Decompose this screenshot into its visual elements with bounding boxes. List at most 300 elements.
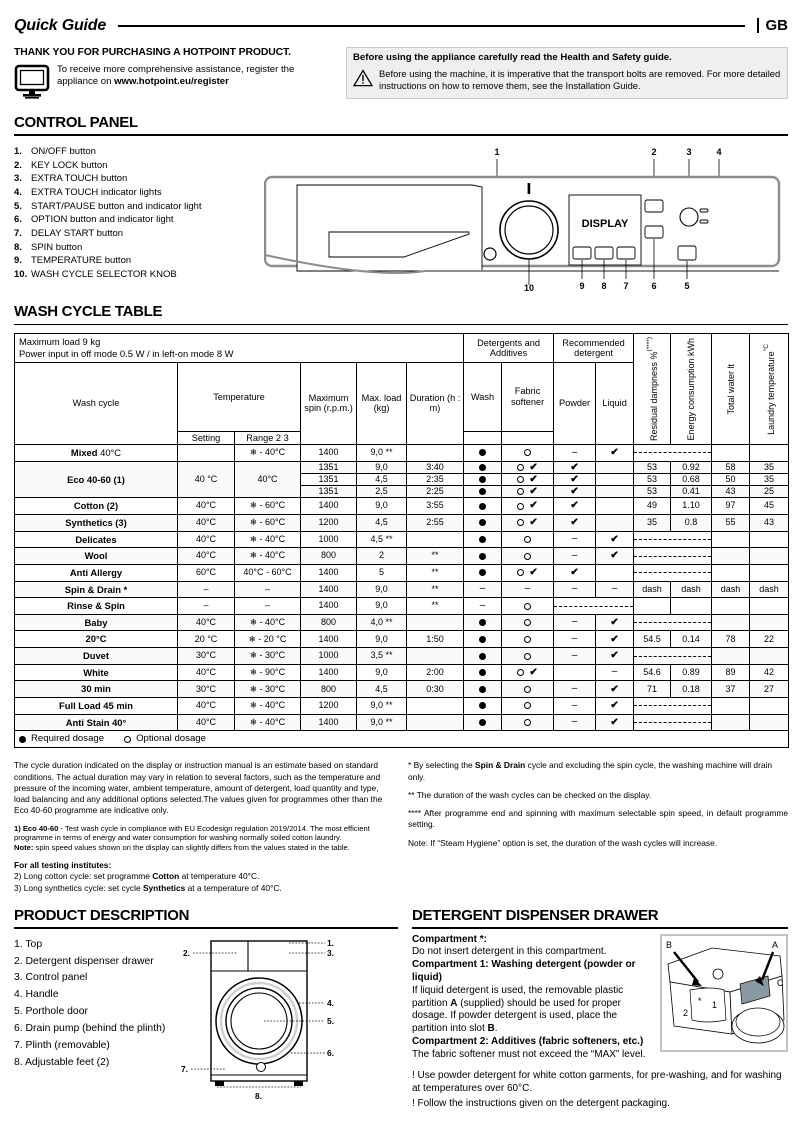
cycle-max-spin: 800 [301, 548, 357, 565]
cycle-max-spin: 800 [301, 614, 357, 631]
optional-ring [524, 619, 531, 626]
control-panel-item-number: 2. [14, 159, 22, 171]
cycle-energy: 0.89 [671, 664, 712, 681]
cycle-residual-dampness: dash [634, 581, 671, 598]
cycle-powder [554, 548, 596, 565]
cycle-laundry-temp: 45 [750, 498, 789, 515]
control-panel-item-number: 10. [14, 268, 28, 280]
cycle-max-load: 9,0 [357, 631, 407, 648]
dashed-line [634, 556, 711, 557]
cycle-setting: – [178, 581, 235, 598]
cycle-name: Eco 40-60 (1) [15, 461, 178, 497]
cycle-max-spin: 1400 [301, 598, 357, 615]
table-row [15, 498, 789, 515]
control-panel-item-number: 5. [14, 200, 22, 212]
cycle-name: Rinse & Spin [15, 598, 178, 615]
required-dot [479, 519, 486, 526]
cycle-name: Anti Allergy [15, 564, 178, 581]
control-panel-item-label: SPIN button [31, 241, 83, 253]
cycle-max-load: 3,5 ** [357, 648, 407, 665]
cycle-residual-dampness: 54.5 [634, 631, 671, 648]
cycle-max-load: 4,5 ** [357, 531, 407, 548]
wash-sub-header [464, 431, 502, 444]
note-duration: The cycle duration indicated on the display or instruction manual is an estimate based on standard conditions. The actual duration may vary in relation to several factors, such as the temperature and pressure of the incoming water, ambient temperature, amount of detergent, load quantity and type, load balancing and any additional options selected.The values given for programmes other than the Eco 40-60 programme are indicative only. [14, 760, 383, 816]
dashed-line [554, 606, 633, 607]
svg-text:3: 3 [686, 146, 692, 157]
cycle-softener-dosage [502, 514, 554, 531]
required-dot [479, 686, 486, 693]
optional-ring [524, 702, 531, 709]
notes-right [408, 760, 788, 901]
cycle-name: Cotton (2) [15, 498, 178, 515]
note-spin-drain: * By selecting the Spin & Drain cycle and excluding the spin cycle, the washing machine will drain only. [408, 760, 773, 782]
cycle-max-spin: 1400 [301, 564, 357, 581]
cycle-max-load: 9,0 [357, 598, 407, 615]
warning-title: Before using the appliance carefully read the Health and Safety guide. [353, 51, 672, 63]
table-row [15, 664, 789, 681]
dash-mark: – [571, 683, 578, 695]
svg-text:7.: 7. [181, 1063, 189, 1074]
cycle-residual-energy [634, 548, 712, 565]
cycle-max-load: 9,0 [357, 664, 407, 681]
control-panel-item [14, 186, 264, 200]
cycle-wash-dosage [464, 498, 502, 515]
cycle-max-load: 4,5 [357, 473, 407, 485]
cycle-residual-energy [634, 614, 712, 631]
dash-mark: – [571, 616, 578, 628]
detergent-note-1: ! Use powder detergent for white cotton garments, for pre-washing, and for washing at temperatures over 60°C. [411, 1069, 782, 1094]
dashed-line [634, 722, 711, 723]
cycle-range: ❄ - 60°C [235, 498, 301, 515]
cycle-duration: 2:25 [407, 486, 464, 498]
cycle-wash-dosage [464, 681, 502, 698]
cycle-max-spin: 1200 [301, 514, 357, 531]
control-panel-item-number: 1. [14, 145, 22, 157]
header-rule [118, 25, 744, 28]
cycle-setting: 60°C [178, 564, 235, 581]
cycle-liquid [596, 681, 634, 698]
cycle-laundry-temp [750, 548, 789, 565]
control-panel-figure [264, 143, 788, 293]
check-icon: ✔ [570, 567, 579, 579]
page-header [14, 14, 788, 36]
cycle-liquid [596, 473, 634, 485]
notes-row [14, 760, 788, 901]
required-dot [479, 553, 486, 560]
cycle-recommended-detergent [554, 598, 634, 615]
cycle-duration: 3:40 [407, 461, 464, 473]
cycle-liquid [596, 714, 634, 731]
check-icon: ✔ [610, 717, 619, 729]
svg-text:6: 6 [651, 280, 657, 291]
cycle-duration: 0:30 [407, 681, 464, 698]
thank-you-text [57, 63, 336, 100]
control-panel-item-number: 6. [14, 214, 22, 226]
optional-dosage-icon [124, 736, 131, 743]
cycle-max-load: 9,0 [357, 461, 407, 473]
dash-mark: – [524, 583, 531, 595]
cycle-max-load: 9,0 ** [357, 698, 407, 715]
wash-table-heading: WASH CYCLE TABLE [14, 302, 163, 320]
check-icon: ✔ [529, 461, 538, 473]
cycle-powder [554, 648, 596, 665]
cycle-setting: 40°C [178, 614, 235, 631]
cycle-liquid [596, 581, 634, 598]
control-panel-item-number: 8. [14, 241, 22, 253]
check-icon: ✔ [610, 550, 619, 562]
max-load-header: Max. load (kg) [357, 362, 407, 445]
cycle-setting: 40 °C [178, 461, 235, 497]
cycle-water [712, 531, 750, 548]
wash-cycle-header: Wash cycle [15, 362, 178, 445]
register-text: To receive more comprehensive assistance, register the appliance on [57, 63, 295, 88]
required-dot [479, 476, 486, 483]
cycle-max-load: 9,0 ** [357, 445, 407, 462]
detergent-drawer-rule [412, 927, 788, 928]
cycle-energy: 1.10 [671, 498, 712, 515]
cycle-max-load: 9,0 [357, 498, 407, 515]
cycle-softener-dosage [502, 564, 554, 581]
dash-mark: – [571, 533, 578, 545]
cycle-duration [407, 714, 464, 731]
cycle-duration: ** [407, 564, 464, 581]
detergent-drawer-heading: DETERGENT DISPENSER DRAWER [411, 906, 659, 924]
safety-warning-box [346, 47, 788, 99]
cycle-water [712, 698, 750, 715]
cycle-laundry-temp: 35 [750, 473, 789, 485]
cycle-max-spin: 1351 [301, 486, 357, 498]
control-panel-item-label: ON/OFF button [31, 145, 96, 157]
cycle-laundry-temp: 25 [750, 486, 789, 498]
cycle-water [712, 564, 750, 581]
control-panel-item-label: DELAY START button [31, 227, 124, 239]
dash-mark: – [571, 549, 578, 561]
note-duration-display: ** The duration of the wash cycles can be checked on the display. [408, 789, 652, 800]
cycle-laundry-temp [750, 614, 789, 631]
cycle-softener-dosage [502, 614, 554, 631]
control-panel-item-number: 7. [14, 227, 22, 239]
dash-mark: – [479, 583, 486, 595]
optional-ring [524, 686, 531, 693]
cycle-wash-dosage [464, 548, 502, 565]
optional-ring [524, 636, 531, 643]
cycle-residual-dampness: 53 [634, 461, 671, 473]
cycle-name: Delicates [15, 531, 178, 548]
cycle-range: ❄ - 40°C [235, 714, 301, 731]
svg-text:10: 10 [523, 282, 535, 293]
cycle-softener-dosage [502, 548, 554, 565]
page-title: Quick Guide [14, 17, 107, 34]
cycle-liquid [596, 548, 634, 565]
cycle-residual-energy [634, 698, 712, 715]
cycle-setting: 40°C [178, 498, 235, 515]
cycle-powder [554, 531, 596, 548]
control-panel-item [14, 241, 264, 255]
cycle-wash-dosage [464, 631, 502, 648]
compartment-2-text: The fabric softener must not exceed the “MAX” level. [411, 1048, 646, 1060]
dash-mark: – [571, 716, 578, 728]
cycle-softener-dosage [502, 631, 554, 648]
cycle-max-load: 4,5 [357, 514, 407, 531]
control-panel-item [14, 172, 264, 186]
svg-text:1: 1 [712, 999, 718, 1010]
svg-text:8: 8 [601, 280, 607, 291]
cycle-powder [554, 714, 596, 731]
cycle-duration [407, 445, 464, 462]
water-header: Total water lt [712, 334, 750, 445]
cycle-softener-dosage [502, 473, 554, 485]
svg-text:4.: 4. [327, 997, 335, 1008]
cycle-water [712, 445, 750, 462]
register-url: www.hotpoint.eu/register [114, 76, 229, 88]
cycle-laundry-temp [750, 698, 789, 715]
table-row [15, 514, 789, 531]
dashed-line [634, 705, 711, 706]
cycle-range: ❄ - 20 °C [235, 631, 301, 648]
cycle-duration: ** [407, 598, 464, 615]
cycle-range: ❄ - 40°C [235, 548, 301, 565]
cycle-water: 37 [712, 681, 750, 698]
cycle-duration: 3:55 [407, 498, 464, 515]
cycle-powder [554, 681, 596, 698]
cycle-softener-dosage [502, 486, 554, 498]
cycle-max-spin: 800 [301, 681, 357, 698]
cycle-max-spin: 1400 [301, 664, 357, 681]
cycle-max-spin: 1351 [301, 461, 357, 473]
product-description-heading: PRODUCT DESCRIPTION [14, 906, 190, 924]
cycle-max-load: 5 [357, 564, 407, 581]
cycle-laundry-temp [750, 598, 789, 615]
table-row [15, 445, 789, 462]
required-dot [479, 619, 486, 626]
cycle-energy: 0.92 [671, 461, 712, 473]
table-row [15, 598, 789, 615]
thank-you-title: THANK YOU FOR PURCHASING A HOTPOINT PRODUCT. [14, 46, 291, 58]
cycle-range: – [235, 598, 301, 615]
cycle-max-spin: 1000 [301, 531, 357, 548]
cycle-water: 78 [712, 631, 750, 648]
product-description-section [14, 907, 398, 1112]
table-row [15, 681, 789, 698]
setting-header: Setting [178, 431, 235, 444]
cycle-liquid [596, 498, 634, 515]
cycle-residual-energy [634, 531, 712, 548]
control-panel-item-number: 9. [14, 255, 22, 267]
cycle-energy: 0.68 [671, 473, 712, 485]
cycle-setting [178, 445, 235, 462]
control-panel-item-number: 3. [14, 173, 22, 185]
cycle-laundry-temp: 22 [750, 631, 789, 648]
cycle-name: 20°C [15, 631, 178, 648]
cycle-max-load: 9,0 ** [357, 714, 407, 731]
product-description-item: 6. Drain pump (behind the plinth) [14, 1022, 166, 1034]
thank-you-block [14, 47, 336, 100]
control-panel-item-label: TEMPERATURE button [31, 255, 132, 267]
cycle-wash-dosage [464, 581, 502, 598]
cycle-name: 30 min [15, 681, 178, 698]
table-row [15, 614, 789, 631]
cycle-setting: 40°C [178, 514, 235, 531]
check-icon: ✔ [570, 517, 579, 529]
product-description-item: 1. Top [14, 938, 43, 950]
cycle-duration [407, 614, 464, 631]
cycle-water: 50 [712, 473, 750, 485]
optional-ring [517, 519, 524, 526]
cycle-water: 55 [712, 514, 750, 531]
cycle-softener-dosage [502, 681, 554, 698]
detergent-note-2: ! Follow the instructions given on the detergent packaging. [411, 1097, 670, 1109]
detergent-drawer-section [412, 907, 788, 1112]
check-icon: ✔ [570, 486, 579, 498]
control-panel-legend-list [14, 143, 264, 293]
required-dot [479, 636, 486, 643]
cycle-wash-dosage [464, 664, 502, 681]
optional-ring [524, 603, 531, 610]
cycle-powder [554, 614, 596, 631]
cycle-energy: 0.41 [671, 486, 712, 498]
cycle-residual-dampness: 35 [634, 514, 671, 531]
cycle-wash-dosage [464, 514, 502, 531]
check-icon: ✔ [570, 473, 579, 485]
cycle-water: 97 [712, 498, 750, 515]
cycle-water [712, 614, 750, 631]
cycle-water: 89 [712, 664, 750, 681]
cycle-energy: 0.8 [671, 514, 712, 531]
cycle-softener-dosage [502, 581, 554, 598]
cycle-liquid [596, 664, 634, 681]
cycle-max-spin: 1400 [301, 498, 357, 515]
max-spin-header: Maximum spin (r.p.m.) [301, 362, 357, 445]
cycle-range: ❄ - 40°C [235, 445, 301, 462]
cycle-water [712, 714, 750, 731]
cycle-name: Full Load 45 min [15, 698, 178, 715]
control-panel-item-number: 4. [14, 186, 22, 198]
cycle-softener-dosage [502, 664, 554, 681]
check-icon: ✔ [610, 700, 619, 712]
detergent-drawer-notes [412, 1069, 788, 1110]
cycle-wash-dosage [464, 714, 502, 731]
dashed-line [634, 572, 711, 573]
cycle-max-spin: 1351 [301, 473, 357, 485]
cycle-residual-energy [634, 445, 712, 462]
cycle-energy: 0.14 [671, 631, 712, 648]
cycle-powder [554, 498, 596, 515]
duration-header: Duration (h : m) [407, 362, 464, 445]
warning-triangle-icon [353, 69, 373, 87]
compartment-star-text: Do not insert detergent in this compartment. [411, 946, 607, 958]
cycle-liquid [596, 631, 634, 648]
cycle-softener-dosage [502, 698, 554, 715]
cycle-range: 40°C [235, 461, 301, 497]
wash-header: Wash [464, 362, 502, 431]
check-icon: ✔ [610, 650, 619, 662]
cycle-powder [554, 631, 596, 648]
svg-text:DISPLAY: DISPLAY [581, 217, 629, 230]
powder-header: Powder [554, 362, 596, 445]
cycle-duration: 2:00 [407, 664, 464, 681]
cycle-residual-energy [634, 714, 712, 731]
cycle-softener-dosage [502, 598, 554, 615]
cycle-powder [554, 564, 596, 581]
cycle-duration [407, 531, 464, 548]
required-dot [479, 449, 486, 456]
cycle-residual-dampness: 53 [634, 473, 671, 485]
dash-mark: – [571, 583, 578, 595]
product-description-item: 4. Handle [14, 989, 59, 1001]
bottom-row [14, 907, 788, 1112]
cycle-range: ❄ - 40°C [235, 531, 301, 548]
product-description-item: 5. Porthole door [14, 1006, 88, 1018]
language-code: GB [757, 18, 789, 33]
cycle-name: Mixed 40°C [15, 445, 178, 462]
required-dot [479, 569, 486, 576]
control-panel-item-label: OPTION button and indicator light [31, 214, 174, 226]
wash-cycle-table [14, 333, 789, 748]
cycle-name: Spin & Drain * [15, 581, 178, 598]
cycle-wash-dosage [464, 564, 502, 581]
note-steam-hygiene: Note: If “Steam Hygiene” option is set, the duration of the wash cycles will increase. [408, 837, 718, 848]
product-description-item: 7. Plinth (removable) [14, 1039, 110, 1051]
cycle-wash-dosage [464, 698, 502, 715]
required-dosage-icon [19, 736, 26, 743]
check-icon: ✔ [529, 500, 538, 512]
optional-dosage-label: Optional dosage [136, 733, 206, 745]
dashed-line [634, 656, 711, 657]
control-panel-item-label: EXTRA TOUCH indicator lights [31, 186, 162, 198]
cycle-duration: 2:55 [407, 514, 464, 531]
cycle-laundry-temp: 42 [750, 664, 789, 681]
intro-row [14, 47, 788, 100]
check-icon: ✔ [529, 473, 538, 485]
cycle-duration [407, 698, 464, 715]
cycle-residual-energy [634, 564, 712, 581]
control-panel-item [14, 200, 264, 214]
cycle-setting: 40°C [178, 664, 235, 681]
cycle-residual-dampness [634, 598, 671, 615]
dash-mark: – [611, 666, 618, 678]
required-dot [479, 488, 486, 495]
cycle-powder [554, 473, 596, 485]
cycle-max-load: 9,0 [357, 581, 407, 598]
optional-ring [524, 653, 531, 660]
optional-ring [517, 476, 524, 483]
cycle-liquid [596, 461, 634, 473]
liquid-header: Liquid [596, 362, 634, 445]
max-load-line: Maximum load 9 kg [19, 336, 101, 348]
control-panel-heading: CONTROL PANEL [14, 113, 138, 131]
cycle-setting: 30°C [178, 648, 235, 665]
cycle-laundry-temp: 27 [750, 681, 789, 698]
cycle-powder [554, 445, 596, 462]
cycle-range: 40°C - 60°C [235, 564, 301, 581]
optional-ring [517, 669, 524, 676]
cycle-laundry-temp [750, 564, 789, 581]
washing-machine-figure [169, 929, 349, 1109]
cycle-laundry-temp [750, 714, 789, 731]
check-icon: ✔ [529, 517, 538, 529]
detergents-header: Detergents and Additives [464, 334, 554, 362]
cycle-wash-dosage [464, 614, 502, 631]
cycle-range: ❄ - 40°C [235, 698, 301, 715]
control-panel-item [14, 159, 264, 173]
product-description-item: 2. Detergent dispenser drawer [14, 955, 154, 967]
note-eco: 1) Eco 40-60 - Test wash cycle in compliance with EU Ecodesign regulation 2019/2014. The most efficient programme in terms of energy and water consumption for washing normally soiled cotton laundry. Note: spin speed values shown on the display can slightly differs from the values stated in the table. [14, 823, 370, 853]
table-row [15, 564, 789, 581]
dash-mark: – [571, 446, 578, 458]
cycle-max-load: 2,5 [357, 486, 407, 498]
svg-text:2.: 2. [183, 947, 191, 958]
cycle-range: ❄ - 30°C [235, 681, 301, 698]
